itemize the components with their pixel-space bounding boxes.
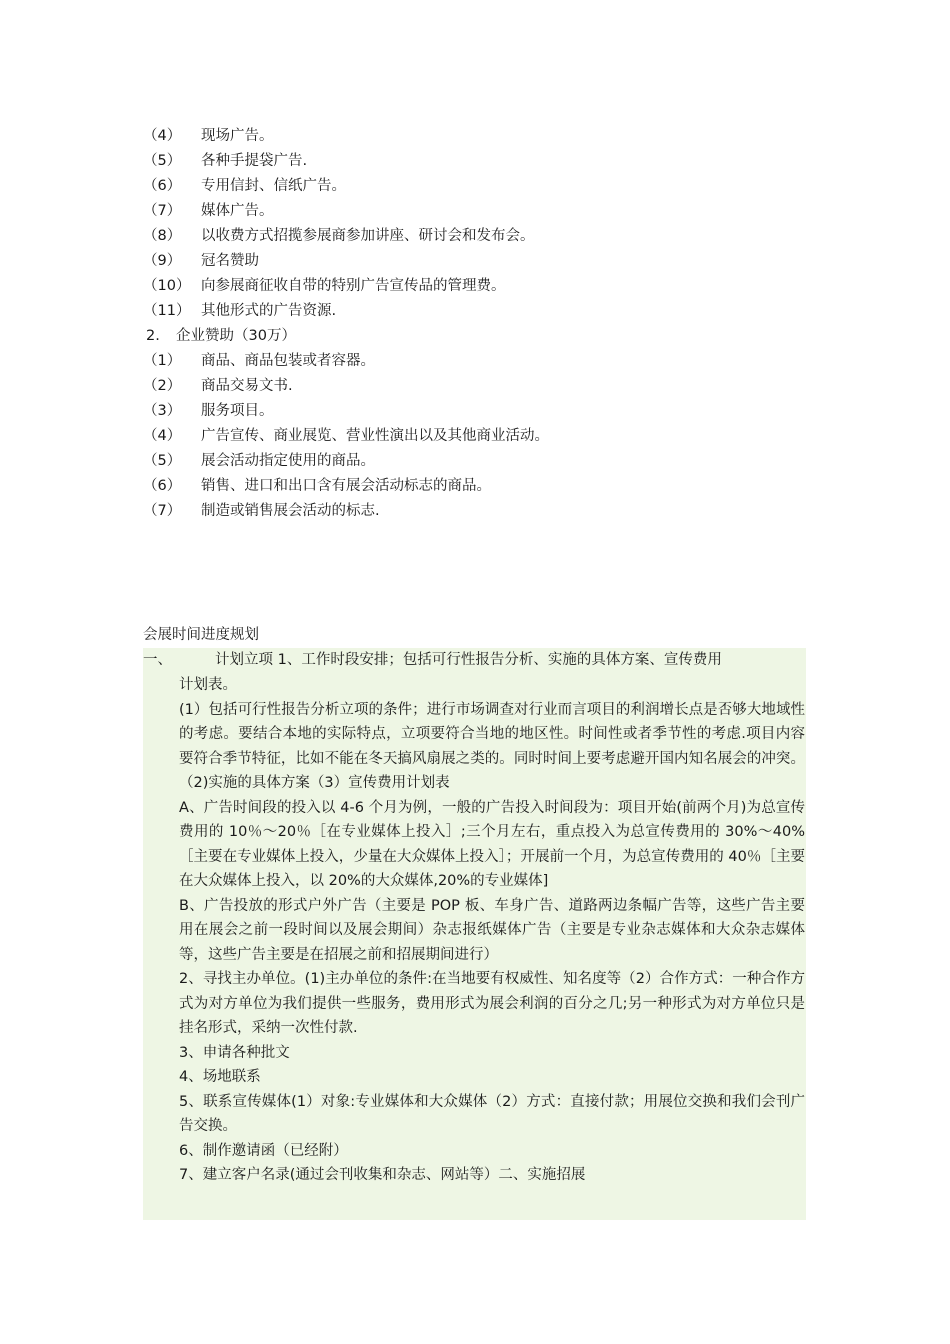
- plan-paragraph: 2、寻找主办单位。(1)主办单位的条件:在当地要有权威性、知名度等（2）合作方式：一种合作方式为对方单位为我们提供一些服务，费用形式为展会利润的百分之几;另一种形式为对方单位只是挂名形式，采纳一次性付款.: [179, 971, 805, 1036]
- plan-body: [179, 673, 805, 1188]
- plan-paragraph: 6、制作邀请函（已经附）: [179, 1142, 348, 1159]
- list-number: （6）: [143, 478, 182, 494]
- plan-paragraph: B、广告投放的形式户外广告（主要是 POP 板、车身广告、道路两边条幅广告等，这些广告主要用在展会之前一段时间以及展会期间）杂志报纸媒体广告（主要是专业杂志媒体和大众杂志媒体等，这些广告主要是在招展之前和招展期间进行）: [179, 897, 805, 963]
- list-item: [143, 424, 843, 449]
- list-number: （8）: [143, 228, 182, 244]
- list-text: 现场广告。: [201, 128, 274, 144]
- plan-paragraph: (1）包括可行性报告分析立项的条件；进行市场调查对行业而言项目的利润增长点是否够大地域性的考虑。要结合本地的实际特点，立项要符合当地的地区性。时间性或者季节性的考虑.项目内容要符合季节特征，比如不能在冬天搞风扇展之类的。同时时间上要考虑避开国内知名展会的冲突。（2)实施的具体方案（3）宣传费用计划表: [179, 701, 805, 791]
- list-item: [143, 249, 843, 274]
- plan-paragraph: 计划表。: [179, 677, 237, 693]
- list-item: [143, 299, 843, 324]
- list-item: [143, 149, 843, 174]
- list-text: 冠名赞助: [201, 253, 259, 269]
- list-item: [143, 274, 843, 299]
- list-item: [143, 499, 843, 524]
- list-number: （4）: [143, 128, 182, 144]
- plan-paragraph: 7、建立客户名录(通过会刊收集和杂志、网站等）二、实施招展: [179, 1167, 586, 1183]
- list-number: （9）: [143, 253, 182, 269]
- plan-paragraph: 5、联系宣传媒体(1）对象:专业媒体和大众媒体（2）方式：直接付款；用展位交换和我们会刊广告交换。: [179, 1093, 805, 1134]
- list-number: （3）: [143, 403, 182, 419]
- list-number: （2）: [143, 378, 182, 394]
- list-item: [143, 474, 843, 499]
- list-item: [143, 199, 843, 224]
- list-number: （7）: [143, 203, 182, 219]
- list-text: 其他形式的广告资源.: [201, 303, 337, 319]
- list-item: [143, 374, 843, 399]
- plan-paragraph: A、广告时间段的投入以 4-6 个月为例，一般的广告投入时间段为：项目开始(前两个月)为总宣传费用的 10％～20％［在专业媒体上投入］;三个月左右，重点投入为总宣传费用的 30%～40%［主要在专业媒体上投入，少量在大众媒体上投入］；开展前一个月，为总宣传费用的 40％［主要在大众媒体上投入，以 20%的大众媒体,20%的专业媒体]: [179, 799, 805, 889]
- section-title: 会展时间进度规划: [143, 627, 259, 643]
- list-item: [143, 449, 843, 474]
- list-text: 商品交易文书.: [201, 378, 293, 394]
- list-item: [143, 174, 843, 199]
- list-number: （5）: [143, 153, 182, 169]
- list-number: （1）: [143, 353, 182, 369]
- list-item: [143, 224, 843, 249]
- plan-marker: 一、: [143, 652, 172, 668]
- list-text: 广告宣传、商业展览、营业性演出以及其他商业活动。: [201, 428, 549, 444]
- list-item: [143, 124, 843, 149]
- list-text: 专用信封、信纸广告。: [201, 178, 346, 194]
- heading-text: 企业赞助（30万）: [176, 328, 296, 344]
- list-item: [143, 349, 843, 374]
- list-text: 服务项目。: [201, 403, 274, 419]
- list-text: 以收费方式招揽参展商参加讲座、研讨会和发布会。: [201, 228, 535, 244]
- list-text: 媒体广告。: [201, 203, 274, 219]
- list-text: 向参展商征收自带的特别广告宣传品的管理费。: [201, 278, 506, 294]
- list-number: （5）: [143, 453, 182, 469]
- highlighted-plan-block: [143, 648, 806, 1220]
- plan-first-line-text: 计划立项 1、工作时段安排；包括可行性报告分析、实施的具体方案、宣传费用: [215, 652, 722, 668]
- plan-paragraph: 3、申请各种批文: [179, 1044, 290, 1061]
- list-number: （4）: [143, 428, 182, 444]
- list-item: [143, 399, 843, 424]
- advertising-list: [143, 124, 843, 524]
- list-number: （6）: [143, 178, 182, 194]
- heading-number: 2.: [146, 328, 160, 344]
- list-number: （11）: [143, 303, 191, 319]
- plan-paragraph: 4、场地联系: [179, 1069, 261, 1085]
- list-text: 展会活动指定使用的商品。: [201, 453, 375, 469]
- list-text: 商品、商品包装或者容器。: [201, 353, 375, 369]
- section-heading-sponsorship: [143, 324, 843, 349]
- list-text: 制造或销售展会活动的标志.: [201, 503, 380, 519]
- list-text: 销售、进口和出口含有展会活动标志的商品。: [201, 478, 491, 494]
- list-number: （10）: [143, 278, 191, 294]
- list-text: 各种手提袋广告.: [201, 153, 308, 169]
- list-number: （7）: [143, 503, 182, 519]
